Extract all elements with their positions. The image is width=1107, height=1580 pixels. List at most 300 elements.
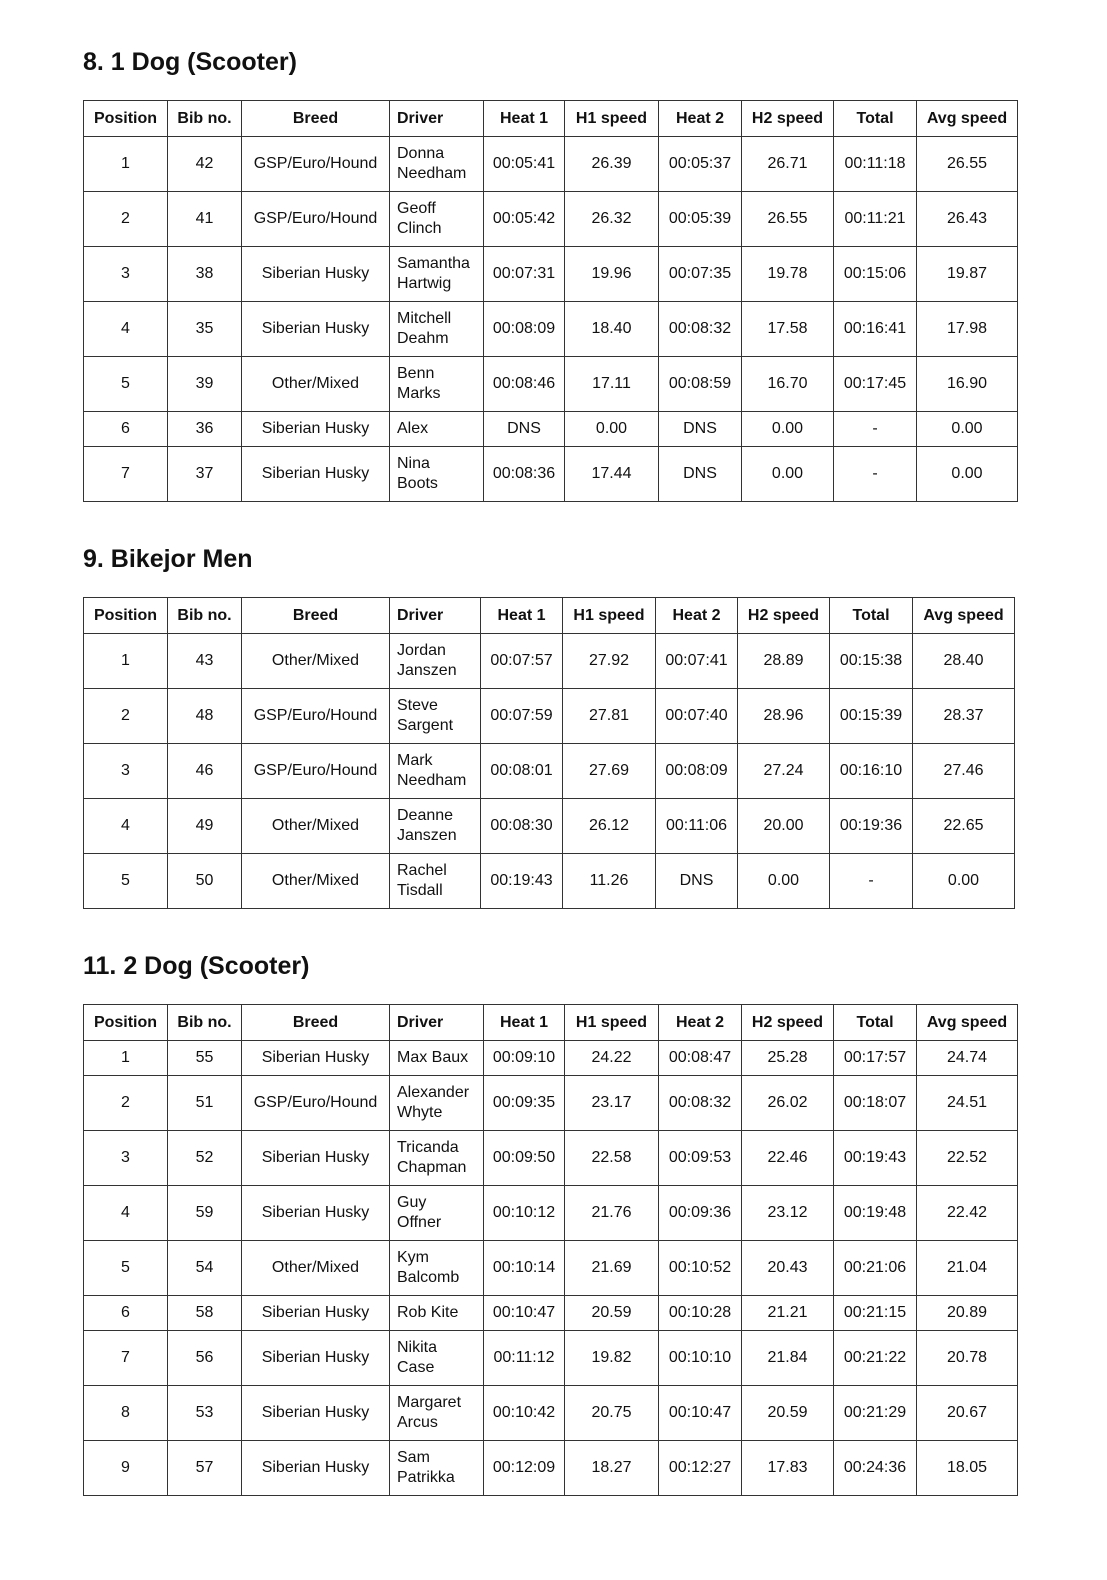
position-cell: 1 [84,137,168,192]
column-header-position: Position [84,598,168,634]
header-row [84,1005,1018,1041]
driver-name-line: Geoff [397,200,436,217]
bib-cell: 51 [168,1076,242,1131]
h1-speed-cell: 26.12 [563,799,656,854]
heat2-cell: 00:07:41 [656,634,738,689]
h2-speed-cell: 17.83 [742,1441,834,1496]
driver-name-line: Alex [397,420,429,437]
avg-speed-cell: 19.87 [917,247,1018,302]
table-row [84,1076,1018,1131]
h1-speed-cell: 26.39 [565,137,659,192]
h1-speed-cell: 26.32 [565,192,659,247]
total-cell: 00:15:38 [830,634,913,689]
driver-name-line: Sam [397,1449,430,1466]
h1-speed-cell: 20.75 [565,1386,659,1441]
table-row [84,689,1015,744]
h2-speed-cell: 20.43 [742,1241,834,1296]
total-cell: 00:24:36 [834,1441,917,1496]
heat2-cell: 00:10:47 [659,1386,742,1441]
total-cell: 00:21:06 [834,1241,917,1296]
avg-speed-cell: 18.05 [917,1441,1018,1496]
driver-name-line: Offner [397,1214,442,1231]
position-cell: 5 [84,854,168,909]
h1-speed-cell: 21.69 [565,1241,659,1296]
h2-speed-cell: 16.70 [742,357,834,412]
breed-cell: GSP/Euro/Hound [242,1076,390,1131]
total-cell: 00:15:39 [830,689,913,744]
driver-name-line: Arcus [397,1414,438,1431]
bib-cell: 54 [168,1241,242,1296]
driver-name-line: Whyte [397,1104,443,1121]
table-row [84,854,1015,909]
driver-name-line: Needham [397,165,467,182]
column-header-bib: Bib no. [168,598,242,634]
total-cell: 00:19:43 [834,1131,917,1186]
column-header-h1-speed: H1 speed [563,598,656,634]
section-title: 8. 1 Dog (Scooter) [83,48,297,76]
total-cell: - [834,412,917,447]
heat2-cell: 00:08:09 [656,744,738,799]
h2-speed-cell: 23.12 [742,1186,834,1241]
avg-speed-cell: 26.55 [917,137,1018,192]
column-header-heat2: Heat 2 [659,101,742,137]
position-cell: 4 [84,1186,168,1241]
breed-cell: Siberian Husky [242,302,390,357]
heat2-cell: DNS [656,854,738,909]
h1-speed-cell: 27.69 [563,744,656,799]
column-header-avg-speed: Avg speed [917,101,1018,137]
driver-name-line: Benn [397,365,435,382]
driver-cell [390,854,481,909]
position-cell: 6 [84,412,168,447]
breed-cell: Other/Mixed [242,799,390,854]
total-cell: 00:11:18 [834,137,917,192]
heat2-cell: DNS [659,447,742,502]
driver-cell [390,1241,484,1296]
driver-name-line: Alexander [397,1084,470,1101]
h1-speed-cell: 27.81 [563,689,656,744]
heat1-cell: 00:10:42 [484,1386,565,1441]
heat2-cell: 00:08:32 [659,302,742,357]
position-cell: 6 [84,1296,168,1331]
avg-speed-cell: 0.00 [917,447,1018,502]
driver-name-line: Boots [397,475,438,492]
heat2-cell: 00:07:35 [659,247,742,302]
bib-cell: 38 [168,247,242,302]
column-header-heat2: Heat 2 [656,598,738,634]
position-cell: 1 [84,1041,168,1076]
driver-name-line: Nikita [397,1339,438,1356]
driver-name-line: Margaret [397,1394,462,1411]
results-table [83,597,1015,909]
position-cell: 1 [84,634,168,689]
bib-cell: 49 [168,799,242,854]
column-header-driver: Driver [390,1005,484,1041]
position-cell: 4 [84,302,168,357]
driver-cell [390,1041,484,1076]
avg-speed-cell: 22.42 [917,1186,1018,1241]
column-header-h2-speed: H2 speed [742,101,834,137]
heat1-cell: 00:12:09 [484,1441,565,1496]
column-header-heat2: Heat 2 [659,1005,742,1041]
position-cell: 7 [84,447,168,502]
h2-speed-cell: 0.00 [742,447,834,502]
results-table [83,100,1018,502]
position-cell: 4 [84,799,168,854]
bib-cell: 58 [168,1296,242,1331]
table-row [84,412,1018,447]
heat2-cell: 00:09:36 [659,1186,742,1241]
driver-name-line: Balcomb [397,1269,460,1286]
driver-name-line: Patrikka [397,1469,455,1486]
breed-cell: Siberian Husky [242,1131,390,1186]
h2-speed-cell: 17.58 [742,302,834,357]
table-row [84,1241,1018,1296]
total-cell: 00:21:15 [834,1296,917,1331]
column-header-driver: Driver [390,101,484,137]
position-cell: 9 [84,1441,168,1496]
position-cell: 8 [84,1386,168,1441]
bib-cell: 53 [168,1386,242,1441]
total-cell: - [830,854,913,909]
breed-cell: Siberian Husky [242,1441,390,1496]
driver-cell [390,1331,484,1386]
driver-cell [390,1386,484,1441]
driver-name-line: Donna [397,145,445,162]
h2-speed-cell: 20.59 [742,1386,834,1441]
heat2-cell: 00:10:52 [659,1241,742,1296]
position-cell: 2 [84,192,168,247]
column-header-total: Total [834,101,917,137]
total-cell: 00:21:22 [834,1331,917,1386]
driver-name-line: Hartwig [397,275,452,292]
bib-cell: 37 [168,447,242,502]
position-cell: 5 [84,1241,168,1296]
h2-speed-cell: 21.21 [742,1296,834,1331]
h2-speed-cell: 0.00 [738,854,830,909]
h1-speed-cell: 19.96 [565,247,659,302]
table-row [84,634,1015,689]
table-row [84,1296,1018,1331]
driver-name-line: Rob Kite [397,1304,459,1321]
driver-cell [390,1441,484,1496]
position-cell: 2 [84,689,168,744]
heat1-cell: 00:09:10 [484,1041,565,1076]
total-cell: 00:21:29 [834,1386,917,1441]
driver-name-line: Steve [397,697,438,714]
driver-cell [390,302,484,357]
table-row [84,1331,1018,1386]
heat2-cell: 00:08:47 [659,1041,742,1076]
bib-cell: 56 [168,1331,242,1386]
total-cell: 00:16:10 [830,744,913,799]
position-cell: 2 [84,1076,168,1131]
avg-speed-cell: 24.51 [917,1076,1018,1131]
heat1-cell: 00:19:43 [481,854,563,909]
driver-cell [390,744,481,799]
column-header-driver: Driver [390,598,481,634]
bib-cell: 41 [168,192,242,247]
total-cell: 00:17:45 [834,357,917,412]
driver-cell [390,192,484,247]
h1-speed-cell: 17.11 [565,357,659,412]
table-row [84,247,1018,302]
heat2-cell: 00:09:53 [659,1131,742,1186]
column-header-total: Total [834,1005,917,1041]
driver-name-line: Chapman [397,1159,467,1176]
bib-cell: 52 [168,1131,242,1186]
driver-name-line: Nina [397,455,430,472]
driver-cell [390,137,484,192]
heat1-cell: 00:08:30 [481,799,563,854]
heat2-cell: 00:10:10 [659,1331,742,1386]
bib-cell: 57 [168,1441,242,1496]
heat1-cell: 00:11:12 [484,1331,565,1386]
driver-cell [390,689,481,744]
avg-speed-cell: 0.00 [917,412,1018,447]
h1-speed-cell: 27.92 [563,634,656,689]
heat1-cell: 00:05:41 [484,137,565,192]
total-cell: 00:11:21 [834,192,917,247]
heat1-cell: 00:07:31 [484,247,565,302]
driver-cell [390,1076,484,1131]
driver-cell [390,447,484,502]
heat1-cell: 00:08:01 [481,744,563,799]
column-header-bib: Bib no. [168,101,242,137]
h1-speed-cell: 22.58 [565,1131,659,1186]
h2-speed-cell: 22.46 [742,1131,834,1186]
driver-name-line: Deanne [397,807,454,824]
total-cell: 00:19:36 [830,799,913,854]
h2-speed-cell: 0.00 [742,412,834,447]
driver-name-line: Rachel [397,862,447,879]
h1-speed-cell: 0.00 [565,412,659,447]
driver-name-line: Deahm [397,330,449,347]
driver-name-line: Tricanda [397,1139,459,1156]
bib-cell: 35 [168,302,242,357]
avg-speed-cell: 24.74 [917,1041,1018,1076]
h1-speed-cell: 24.22 [565,1041,659,1076]
column-header-h1-speed: H1 speed [565,1005,659,1041]
bib-cell: 43 [168,634,242,689]
heat1-cell: 00:09:50 [484,1131,565,1186]
driver-name-line: Case [397,1359,435,1376]
driver-cell [390,1131,484,1186]
table-row [84,137,1018,192]
heat2-cell: 00:10:28 [659,1296,742,1331]
column-header-heat1: Heat 1 [481,598,563,634]
heat2-cell: DNS [659,412,742,447]
h1-speed-cell: 17.44 [565,447,659,502]
driver-name-line: Mark [397,752,433,769]
h1-speed-cell: 23.17 [565,1076,659,1131]
table-row [84,1186,1018,1241]
driver-name-line: Mitchell [397,310,452,327]
table-row [84,192,1018,247]
driver-name-line: Tisdall [397,882,443,899]
driver-name-line: Guy [397,1194,427,1211]
column-header-position: Position [84,1005,168,1041]
column-header-bib: Bib no. [168,1005,242,1041]
table-row [84,1386,1018,1441]
driver-cell [390,1296,484,1331]
table-row [84,1131,1018,1186]
h2-speed-cell: 28.96 [738,689,830,744]
h1-speed-cell: 18.40 [565,302,659,357]
driver-name-line: Clinch [397,220,442,237]
h1-speed-cell: 20.59 [565,1296,659,1331]
driver-name-line: Janszen [397,827,457,844]
h1-speed-cell: 19.82 [565,1331,659,1386]
breed-cell: GSP/Euro/Hound [242,137,390,192]
h1-speed-cell: 11.26 [563,854,656,909]
heat1-cell: 00:07:57 [481,634,563,689]
driver-name-line: Needham [397,772,467,789]
heat2-cell: 00:05:37 [659,137,742,192]
column-header-h2-speed: H2 speed [742,1005,834,1041]
driver-cell [390,412,484,447]
breed-cell: Other/Mixed [242,1241,390,1296]
table-row [84,744,1015,799]
heat1-cell: 00:08:36 [484,447,565,502]
column-header-heat1: Heat 1 [484,1005,565,1041]
heat2-cell: 00:08:32 [659,1076,742,1131]
breed-cell: Other/Mixed [242,634,390,689]
position-cell: 7 [84,1331,168,1386]
driver-cell [390,1186,484,1241]
driver-cell [390,357,484,412]
total-cell: 00:16:41 [834,302,917,357]
h2-speed-cell: 25.28 [742,1041,834,1076]
bib-cell: 46 [168,744,242,799]
breed-cell: GSP/Euro/Hound [242,192,390,247]
position-cell: 3 [84,247,168,302]
bib-cell: 39 [168,357,242,412]
h2-speed-cell: 26.71 [742,137,834,192]
position-cell: 5 [84,357,168,412]
h1-speed-cell: 18.27 [565,1441,659,1496]
h2-speed-cell: 19.78 [742,247,834,302]
breed-cell: Siberian Husky [242,412,390,447]
heat2-cell: 00:05:39 [659,192,742,247]
avg-speed-cell: 28.37 [913,689,1015,744]
total-cell: 00:19:48 [834,1186,917,1241]
heat1-cell: 00:08:09 [484,302,565,357]
position-cell: 3 [84,744,168,799]
column-header-total: Total [830,598,913,634]
column-header-h2-speed: H2 speed [738,598,830,634]
driver-name-line: Samantha [397,255,470,272]
breed-cell: GSP/Euro/Hound [242,689,390,744]
heat1-cell: 00:05:42 [484,192,565,247]
total-cell: 00:17:57 [834,1041,917,1076]
h2-speed-cell: 27.24 [738,744,830,799]
driver-cell [390,634,481,689]
breed-cell: Other/Mixed [242,357,390,412]
column-header-breed: Breed [242,101,390,137]
avg-speed-cell: 0.00 [913,854,1015,909]
heat1-cell: 00:10:12 [484,1186,565,1241]
column-header-breed: Breed [242,1005,390,1041]
heat1-cell: 00:09:35 [484,1076,565,1131]
breed-cell: Siberian Husky [242,1296,390,1331]
avg-speed-cell: 21.04 [917,1241,1018,1296]
total-cell: 00:18:07 [834,1076,917,1131]
driver-name-line: Janszen [397,662,457,679]
avg-speed-cell: 20.67 [917,1386,1018,1441]
h1-speed-cell: 21.76 [565,1186,659,1241]
driver-name-line: Sargent [397,717,454,734]
h2-speed-cell: 21.84 [742,1331,834,1386]
avg-speed-cell: 22.52 [917,1131,1018,1186]
column-header-breed: Breed [242,598,390,634]
driver-cell [390,247,484,302]
bib-cell: 36 [168,412,242,447]
table-row [84,799,1015,854]
avg-speed-cell: 22.65 [913,799,1015,854]
driver-name-line: Jordan [397,642,446,659]
breed-cell: Siberian Husky [242,1186,390,1241]
section-title: 11. 2 Dog (Scooter) [83,952,310,980]
column-header-avg-speed: Avg speed [917,1005,1018,1041]
table-row [84,357,1018,412]
avg-speed-cell: 26.43 [917,192,1018,247]
breed-cell: Other/Mixed [242,854,390,909]
column-header-avg-speed: Avg speed [913,598,1015,634]
heat1-cell: 00:07:59 [481,689,563,744]
heat1-cell: 00:08:46 [484,357,565,412]
avg-speed-cell: 17.98 [917,302,1018,357]
driver-name-line: Max Baux [397,1049,469,1066]
driver-cell [390,799,481,854]
avg-speed-cell: 28.40 [913,634,1015,689]
bib-cell: 59 [168,1186,242,1241]
bib-cell: 50 [168,854,242,909]
heat1-cell: 00:10:14 [484,1241,565,1296]
h2-speed-cell: 20.00 [738,799,830,854]
section-title: 9. Bikejor Men [83,545,253,573]
breed-cell: Siberian Husky [242,247,390,302]
table-row [84,302,1018,357]
results-table [83,1004,1018,1496]
heat2-cell: 00:08:59 [659,357,742,412]
column-header-heat1: Heat 1 [484,101,565,137]
table-row [84,1441,1018,1496]
bib-cell: 55 [168,1041,242,1076]
bib-cell: 42 [168,137,242,192]
heat2-cell: 00:07:40 [656,689,738,744]
avg-speed-cell: 27.46 [913,744,1015,799]
bib-cell: 48 [168,689,242,744]
total-cell: 00:15:06 [834,247,917,302]
heat1-cell: DNS [484,412,565,447]
avg-speed-cell: 20.78 [917,1331,1018,1386]
h2-speed-cell: 28.89 [738,634,830,689]
heat2-cell: 00:11:06 [656,799,738,854]
driver-name-line: Kym [397,1249,429,1266]
avg-speed-cell: 20.89 [917,1296,1018,1331]
total-cell: - [834,447,917,502]
h2-speed-cell: 26.02 [742,1076,834,1131]
breed-cell: Siberian Husky [242,1331,390,1386]
breed-cell: Siberian Husky [242,447,390,502]
header-row [84,101,1018,137]
table-row [84,447,1018,502]
driver-name-line: Marks [397,385,441,402]
column-header-position: Position [84,101,168,137]
avg-speed-cell: 16.90 [917,357,1018,412]
header-row [84,598,1015,634]
